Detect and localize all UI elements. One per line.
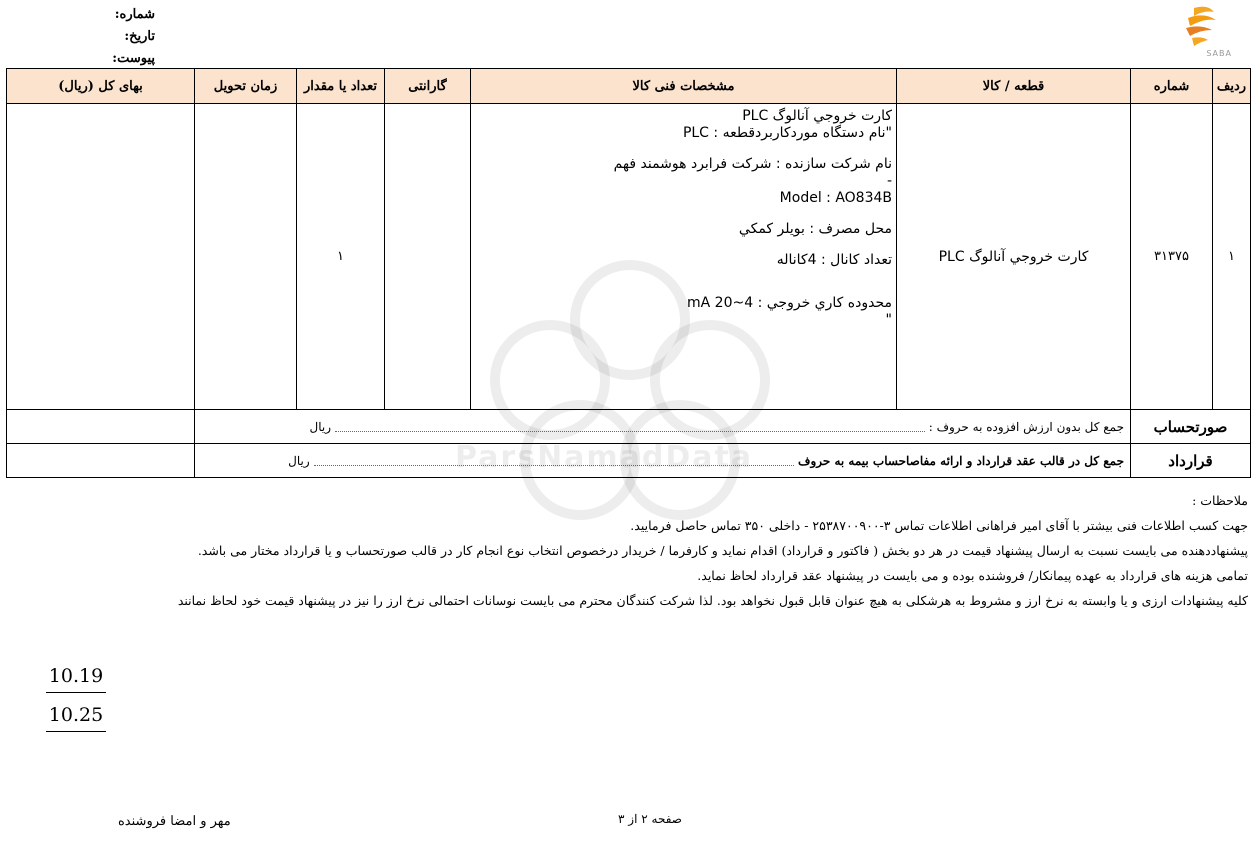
- item-warranty: [385, 104, 471, 410]
- company-logo: [1164, 2, 1240, 62]
- note-item: تمامی هزینه های قرارداد به عهده پیمانکار/ فروشنده بوده و می بایست در پیشنهاد عقد قرارداد لحاظ نماید.: [697, 568, 1248, 583]
- item-delivery: [195, 104, 297, 410]
- handwritten-line: 10.25: [46, 701, 106, 732]
- contract-dots: [314, 456, 794, 466]
- invoice-dots: [335, 422, 925, 432]
- table-header-row: [7, 69, 1251, 104]
- note-item: پیشنهاددهنده می بایست نسبت به ارسال پیشنهاد قیمت در هر دو بخش ( فاکتور و قرارداد) اقدام نماید و کارفرما / خریدار درخصوص انتخاب نوع انجام کار در قالب صورتحساب و یا قرارداد مختار می باشد.: [197, 543, 1248, 558]
- spec-line: ": [885, 312, 892, 328]
- spec-line: "نام دستگاه موردکاربردقطعه : PLC: [682, 125, 892, 141]
- header-qty: تعداد یا مقدار: [297, 69, 385, 104]
- header-row-number: ردیف: [1213, 69, 1251, 104]
- item-total: [7, 104, 195, 410]
- header-fields: [95, 4, 155, 70]
- invoice-text: جمع کل بدون ارزش افزوده به حروف :: [928, 419, 1124, 434]
- notes-section: [8, 488, 1248, 613]
- spec-line: كارت خروجي آنالوگ PLC: [742, 108, 892, 124]
- logo-text: SABA: [1206, 49, 1232, 58]
- invoice-text-cell: [195, 410, 1131, 444]
- item-specs: [471, 104, 897, 410]
- notes-title: ملاحظات :: [1192, 493, 1248, 508]
- contract-row: [7, 444, 1251, 478]
- header-delivery: زمان تحویل: [195, 69, 297, 104]
- contract-label: قرارداد: [1131, 444, 1251, 478]
- watermark-text: ParsNamadData: [455, 440, 754, 475]
- handwritten-notes: [46, 662, 106, 740]
- number-label: شماره:: [114, 7, 155, 22]
- spec-line: Model : AO834B: [779, 190, 892, 206]
- note-item: جهت کسب اطلاعات فنی بیشتر با آقای امیر فراهانی اطلاعات تماس ۳-۲۵۳۸۷۰۰۹۰۰ - داخلی ۳۵۰ تماس حاصل فرمایید.: [630, 518, 1248, 533]
- spec-line: تعداد كانال : 4كاناله: [776, 252, 892, 268]
- contract-text: جمع کل در قالب عقد قرارداد و ارائه مفاصاحساب بیمه به حروف: [798, 453, 1124, 468]
- header-total: بهای کل (ریال): [7, 69, 195, 104]
- header-specs: مشخصات فنی کالا: [471, 69, 897, 104]
- spec-line: -: [886, 173, 892, 189]
- saba-logo-icon: [1164, 2, 1240, 50]
- items-table: [6, 68, 1251, 478]
- contract-unit: ریال: [288, 453, 310, 468]
- handwritten-line: 10.19: [46, 662, 106, 693]
- page-number: صفحه ۲ از ۳: [618, 812, 682, 826]
- table-row: [7, 104, 1251, 410]
- invoice-unit: ریال: [309, 419, 332, 434]
- attachment-label: پیوست:: [112, 51, 155, 66]
- spec-line: نام شرکت سازنده : شرکت فرابرد هوشمند فهم: [613, 156, 892, 172]
- header-number: شماره: [1131, 69, 1213, 104]
- item-part: كارت خروجي آنالوگ PLC: [897, 104, 1131, 410]
- seller-signature-label: مهر و امضا فروشنده: [118, 814, 231, 829]
- contract-text-cell: [195, 444, 1131, 478]
- invoice-row: [7, 410, 1251, 444]
- item-qty: ۱: [297, 104, 385, 410]
- spec-line: محل مصرف : بويلر كمكي: [738, 221, 892, 237]
- spec-line: محدوده كاري خروجي : 4~20 mA: [686, 295, 892, 311]
- note-item: کلیه پیشنهادات ارزی و یا وابسته به نرخ ارز و مشروط به هرشکلی به هیچ عنوان قابل قبول نخواهد بود. لذا شرکت کنندگان محترم می بایست نوسانات احتمالی نرخ ارز را نیز در پیشنهاد قیمت خود لحاظ نمانند: [177, 593, 1248, 608]
- header-part: قطعه / کالا: [897, 69, 1131, 104]
- item-row-number: ۱: [1213, 104, 1251, 410]
- contract-empty: [7, 444, 195, 478]
- header-warranty: گارانتی: [385, 69, 471, 104]
- date-label: تاریخ:: [124, 29, 155, 44]
- item-number: ۳۱۳۷۵: [1131, 104, 1213, 410]
- invoice-label: صورتحساب: [1131, 410, 1251, 444]
- invoice-empty: [7, 410, 195, 444]
